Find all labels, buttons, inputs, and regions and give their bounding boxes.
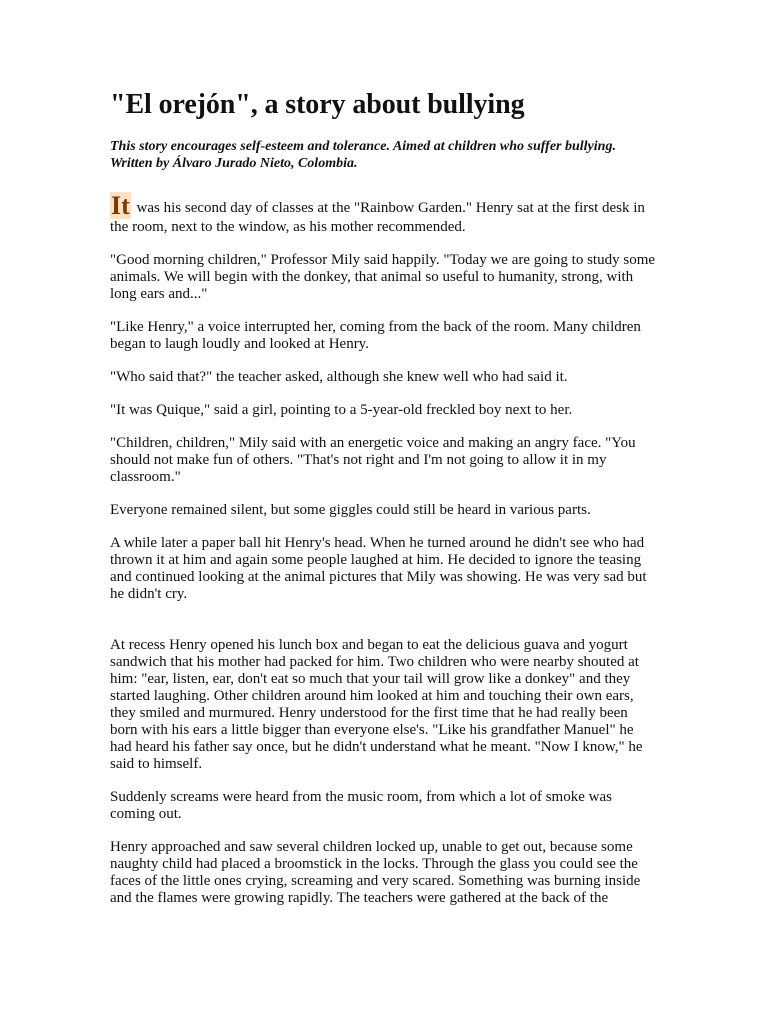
intro-author: Written by Álvaro Jurado Nieto, Colombia. bbox=[110, 156, 358, 171]
story-paragraph: Suddenly screams were heard from the music room, from which a lot of smoke was coming out. bbox=[110, 789, 612, 822]
intro-description: This story encourages self-esteem and tolerance. Aimed at children who suffer bullying. bbox=[110, 139, 616, 154]
story-paragraph: Henry approached and saw several children locked up, unable to get out, because some naughty child had placed a broomstick in the locks. Through the glass you could see the faces of the little ones crying, screaming and very scared. Something was burning inside and the flames were growing rapidly. The teachers were gathered at the back of the bbox=[110, 839, 641, 906]
paragraph-text: was his second day of classes at the "Rainbow Garden." Henry sat at the first desk in the room, next to the window, as his mother recommended. bbox=[110, 200, 645, 235]
drop-cap: It bbox=[111, 191, 130, 220]
story-paragraph: "Who said that?" the teacher asked, although she knew well who had said it. bbox=[110, 369, 568, 385]
story-paragraph: "It was Quique," said a girl, pointing to a 5-year-old freckled boy next to her. bbox=[110, 402, 573, 418]
story-paragraph: Everyone remained silent, but some giggles could still be heard in various parts. bbox=[110, 502, 591, 518]
story-paragraph: At recess Henry opened his lunch box and began to eat the delicious guava and yogurt sandwich that his mother had packed for him. Two children who were nearby shouted at him: "ear, listen, ear, don't eat so much that your tail will grow like a donkey" and they started laughing. Other children around him looked at him and touching their own ears, they smiled and murmured. Henry understood for the first time that he had really been born with his ears a little bigger than everyone else's. "Like his grandfather Manuel" he had heard his father say once, but he didn't understand what he meant. "Now I know," he said to himself. bbox=[110, 637, 643, 772]
story-paragraph: "Good morning children," Professor Mily said happily. "Today we are going to study some animals. We will begin with the donkey, that animal so useful to humanity, strong, with long ears and..." bbox=[110, 252, 656, 302]
story-paragraph: A while later a paper ball hit Henry's head. When he turned around he didn't see who had thrown it at him and again some people laughed at him. He decided to ignore the teasing and continued looking at the animal pictures that Mily was showing. He was very sad but he didn't cry. bbox=[110, 535, 647, 602]
story-intro bbox=[110, 138, 658, 172]
story-body bbox=[110, 192, 658, 907]
story-paragraph bbox=[110, 192, 658, 236]
story-paragraph: "Children, children," Mily said with an energetic voice and making an angry face. "You should not make fun of others. "That's not right and I'm not going to allow it in my classroom." bbox=[110, 435, 636, 485]
page-title: "El orejón", a story about bullying bbox=[110, 89, 525, 120]
document-page bbox=[110, 88, 658, 923]
story-paragraph: "Like Henry," a voice interrupted her, coming from the back of the room. Many children began to laugh loudly and looked at Henry. bbox=[110, 319, 641, 352]
